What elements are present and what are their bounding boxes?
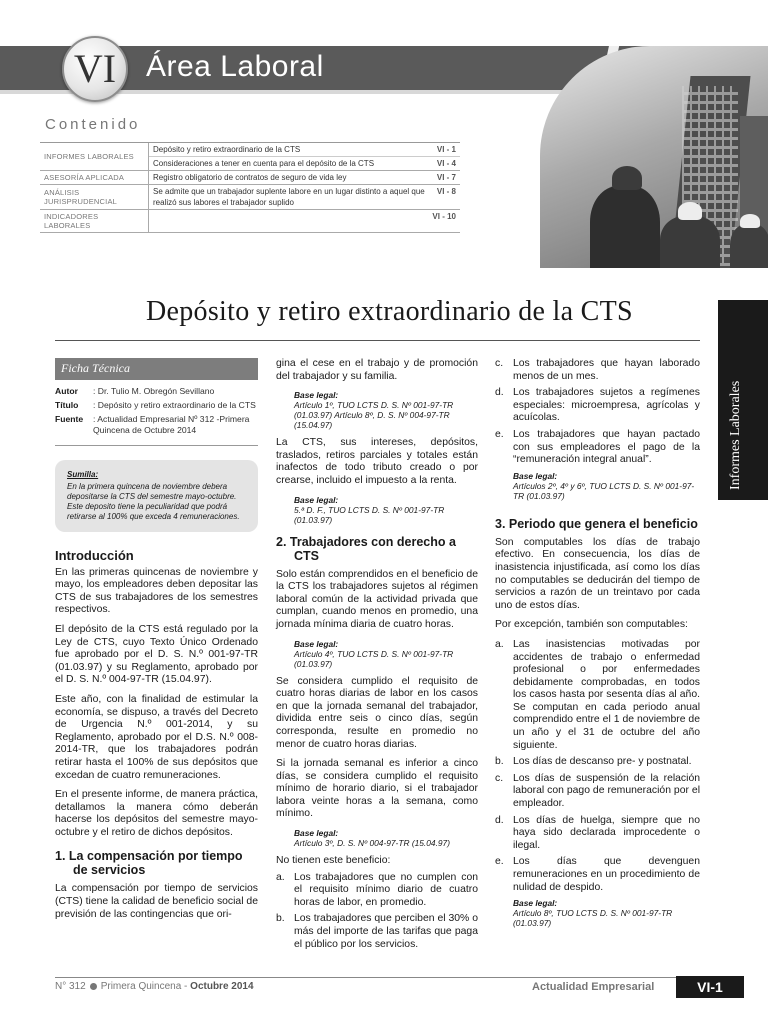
worker-helmet-3: [740, 214, 760, 228]
paragraph: La CTS, sus intereses, depósitos, traslados, retiros parciales y totales están inafectos de todo tributo creado o por crearse, incluido el impuesto a la renta.: [276, 437, 478, 486]
column-3: [495, 358, 700, 935]
worker-figure-2: [660, 216, 720, 268]
toc-item-page: VI - 4: [436, 159, 456, 168]
list-text: Los trabajadores que perciben el 30% o más del importe de las tarifas que paga el público por los servicios.: [294, 913, 478, 950]
paragraph: Se considera cumplido el requisito de cuatro horas diarias de labor en los casos en que la jornada semanal del trabajador, dividida entre seis o cinco días, según corresponda, resulte en promedio no menor de cuatro horas diarias.: [276, 675, 478, 750]
title-rule: [55, 340, 700, 341]
toc-item[interactable]: [149, 157, 460, 170]
list-bullet: b.: [276, 913, 285, 925]
list-text: Los trabajadores que hayan pactado con sus empleadores el pago de la “remuneración integral anual”.: [513, 428, 700, 466]
toc-item-page: VI - 8: [436, 187, 456, 196]
section-badge: VI: [62, 36, 128, 102]
list-bullet: c.: [495, 772, 504, 784]
toc-category: INDICADORES LABORALES: [44, 212, 99, 230]
base-legal-heading: Base legal:: [294, 638, 339, 649]
toc-item-title: Registro obligatorio de contratos de seguro de vida ley: [153, 173, 347, 182]
paragraph: La compensación por tiempo de servicios (CTS) tiene la calidad de beneficio social de previsión de las contingencias que ori-: [55, 883, 258, 920]
list-bullet: a.: [495, 638, 504, 650]
list-bullet: c.: [495, 358, 504, 369]
list-item: [495, 756, 700, 769]
base-legal: [513, 471, 700, 501]
toc-category: INFORMES LABORALES: [44, 152, 134, 161]
toc-row: [40, 143, 460, 171]
toc-category: ANÁLISIS JURISPRUDENCIAL: [44, 188, 118, 206]
list-text: Los días de suspensión de la relación laboral con pago de remuneración por el empleador.: [513, 772, 700, 810]
base-legal: [513, 898, 700, 928]
column-1: [55, 358, 258, 928]
ficha-header: [55, 358, 258, 380]
toc-item-page: VI - 7: [436, 173, 456, 182]
list-text: Los trabajadores que hayan laborado menos de un mes.: [513, 358, 700, 382]
base-legal-heading: Base legal:: [513, 898, 558, 909]
base-legal: [294, 495, 478, 525]
toc-item-title: Se admite que un trabajador suplente labore en un lugar distinto a aquel que realizó sus labores el trabajador suplido: [153, 187, 425, 207]
base-legal-heading: Base legal:: [294, 828, 339, 839]
side-tab-label: Informes Laborales: [728, 380, 743, 490]
construction-photo: [540, 46, 768, 268]
list-item: [495, 358, 700, 383]
list-bullet: b.: [495, 756, 504, 768]
list-text: Las inasistencias motivadas por accidentes de trabajo o enfermedad profesional o por enfermedades debidamente comprobadas, en todos los casos hasta por sesenta días al año. Se computan en cada periodo anual comprendido entre el 1 de noviembre de un año y el 31 de octubre del año siguiente.: [513, 638, 700, 751]
base-legal-text: 5.ª D. F., TUO LCTS D. S. Nº 001-97-TR (01.03.97): [294, 504, 445, 525]
exclusion-list: [276, 872, 478, 952]
list-bullet: d.: [495, 814, 504, 826]
ficha-body: [55, 380, 258, 446]
list-text: Los días de descanso pre- y postnatal.: [513, 756, 692, 768]
list-item: [495, 815, 700, 853]
list-bullet: e.: [495, 856, 504, 868]
toc-item[interactable]: [149, 185, 460, 209]
sumilla-heading: Sumilla:: [67, 470, 99, 479]
paragraph: El depósito de la CTS está regulado por la Ley de CTS, cuyo Texto Único Ordenado fue aprobado por el D. S. N.º 001-97-TR (01.03.97) y su Reglamento, aprobado por el D. S. N.º 004-97-TR (15.04.97).: [55, 623, 258, 686]
section-heading: 3. Periodo que genera el beneficio: [495, 516, 698, 531]
ficha-value: : Dr. Tulio M. Obregón Sevillano: [93, 386, 215, 396]
list-item: [495, 387, 700, 425]
toc-row: [40, 171, 460, 185]
contenido-title: Contenido: [45, 116, 141, 133]
footer-month: Octubre 2014: [190, 981, 254, 992]
paragraph: Son computables los días de trabajo efectivo. En consecuencia, los días de inasistencia injustificada, así como los días no computables se deducirán del tiempo de servicios a razón de un treintavo por cada uno de estos días.: [495, 536, 700, 611]
list-bullet: d.: [495, 387, 504, 399]
base-legal: [294, 828, 478, 848]
base-legal: [294, 639, 478, 669]
toc-row: [40, 210, 460, 233]
list-item: [495, 639, 700, 752]
ficha-row: [55, 400, 258, 411]
paragraph: Solo están comprendidos en el beneficio de la CTS los trabajadores sujetos al régimen laboral común de la actividad privada que cumplan, cuando menos en promedio, una jornada mínima diaria de cuatro horas.: [276, 568, 478, 630]
column-2: [276, 358, 478, 955]
base-legal-heading: Base legal:: [513, 470, 558, 481]
toc-item[interactable]: [149, 210, 460, 223]
toc-row: [40, 185, 460, 210]
worker-figure-3: [730, 224, 768, 268]
list-item: [495, 856, 700, 894]
base-legal-text: Artículo 4º, TUO LCTS D. S. Nº 001-97-TR (01.03.97): [294, 648, 454, 669]
list-item: [276, 872, 478, 910]
list-text: Los días de huelga, siempre que no haya sido declarada improcedente o ilegal.: [513, 814, 700, 851]
section-side-tab: [718, 300, 768, 500]
list-bullet: a.: [276, 871, 285, 883]
footer-dot-icon: [90, 983, 97, 990]
section-heading: 1. La compensación por tiempo de servicios: [55, 849, 243, 878]
footer-rule: [55, 977, 700, 978]
page-number: VI-1: [676, 976, 744, 998]
section-heading: 2. Trabajadores con derecho a CTS: [276, 534, 456, 563]
toc-item-page: VI - 10: [432, 212, 456, 221]
base-legal-text: Artículo 8º, TUO LCTS D. S. Nº 001-97-TR (01.03.97): [513, 908, 673, 929]
sumilla-text: En la primera quincena de noviembre debera depositarse la CTS del semestre mayo-octubre. Este deposito tiene la peculiaridad que podrá retirarse al 100% que exceda 4 remuneraciones.: [67, 482, 240, 521]
ficha-label: Fuente: [55, 414, 84, 424]
list-item: [495, 429, 700, 467]
exclusion-list-continued: [495, 358, 700, 467]
ficha-value: : Depósito y retiro extraordinario de la CTS: [93, 400, 256, 410]
list-text: Los trabajadores sujetos a regímenes especiales: microempresa, agrícolas y acuícolas.: [513, 387, 700, 424]
toc-item[interactable]: [149, 143, 460, 157]
ficha-title: Ficha Técnica: [61, 361, 130, 375]
ficha-row: [55, 414, 258, 436]
footer-publication: Actualidad Empresarial: [532, 981, 655, 993]
paragraph: No tienen este beneficio:: [276, 855, 391, 867]
paragraph: gina el cese en el trabajo y de promoción del trabajador y su familia.: [276, 358, 478, 382]
area-title: Área Laboral: [146, 50, 324, 83]
base-legal-heading: Base legal:: [294, 390, 339, 401]
ficha-value: : Actualidad Empresarial Nº 312 -Primera Quincena de Octubre 2014: [93, 414, 250, 435]
computable-list: [495, 639, 700, 894]
base-legal-heading: Base legal:: [294, 494, 339, 505]
toc-category: ASESORÍA APLICADA: [44, 173, 125, 182]
base-legal-text: Artículo 1º, TUO LCTS D. S. Nº 001-97-TR (01.03.97) Artículo 8º, D. S. Nº 004-97-TR (15.04.97): [294, 400, 454, 431]
paragraph: Si la jornada semanal es inferior a cinco días, se considera cumplido el requisito mínimo de horario diario, si el trabajador labora veinte horas a la semana, como mínimo.: [276, 758, 478, 820]
list-text: Los trabajadores que no cumplen con el requisito mínimo diario de cuatro horas de labor, en promedio.: [294, 871, 478, 908]
sumilla-box: [55, 460, 258, 532]
article-title: Depósito y retiro extraordinario de la CTS: [146, 296, 633, 327]
list-item: [495, 773, 700, 811]
toc-item[interactable]: [149, 171, 460, 184]
ficha-label: Título: [55, 400, 79, 410]
worker-helmet-2: [678, 202, 702, 220]
table-of-contents: [40, 142, 460, 233]
paragraph: En las primeras quincenas de noviembre y mayo, los empleadores deben depositar las CTS de sus trabajadores de los semestres respectivos.: [55, 566, 258, 616]
toc-item-page: VI - 1: [436, 145, 456, 154]
worker-helmet: [612, 166, 642, 190]
paragraph: Por excepción, también son computables:: [495, 619, 688, 631]
footer-issue-info: [55, 981, 254, 992]
paragraph: Este año, con la finalidad de estimular la economía, se dispuso, a través del Decreto de Urgencia N.º 001-2014, y su Reglamento, aprobado por el D.S. N.º 008-2014-TR, que los trabajadores podrán retirar hasta el 100% de sus depósitos que excedan de cuatro remuneraciones.: [55, 693, 258, 781]
list-item: [276, 913, 478, 951]
list-bullet: e.: [495, 428, 504, 440]
base-legal-text: Artículos 2º, 4º y 6º, TUO LCTS D. S. Nº 001-97-TR (01.03.97): [513, 480, 695, 501]
base-legal-text: Artículo 3º, D. S. Nº 004-97-TR (15.04.97): [294, 838, 451, 849]
toc-item-title: Consideraciones a tener en cuenta para el depósito de la CTS: [153, 159, 375, 168]
footer-quincena: Primera Quincena -: [100, 981, 188, 992]
list-text: Los días que devenguen remuneraciones en un procedimiento de nulidad de despido.: [513, 856, 700, 893]
ficha-label: Autor: [55, 386, 78, 396]
toc-item-title: Depósito y retiro extraordinario de la CTS: [153, 145, 301, 154]
paragraph: En el presente informe, de manera práctica, detallamos la manera cómo deberán hacerse los depósitos del semestre mayo-octubre y el retiro de dichos depósitos.: [55, 789, 258, 838]
worker-figure: [590, 186, 660, 268]
base-legal: [294, 390, 478, 430]
ficha-row: [55, 386, 258, 397]
footer-issue: N° 312: [55, 981, 86, 992]
intro-heading: Introducción: [55, 548, 134, 563]
